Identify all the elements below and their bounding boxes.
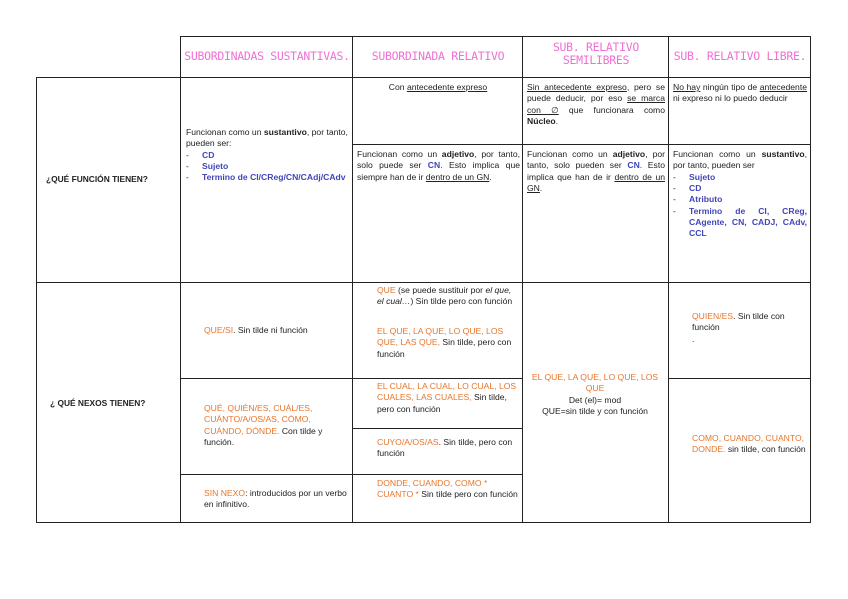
- text: sustantivo: [761, 149, 805, 159]
- text: Con: [388, 82, 407, 92]
- text: el que, el cual…: [377, 285, 512, 307]
- cell-funcion-libre-bottom: [673, 149, 807, 240]
- text: . Esto implica que han de ir: [527, 160, 665, 182]
- text: , por tanto, solo pueden ser: [527, 149, 665, 171]
- text: .: [692, 333, 695, 344]
- grid-line: [668, 378, 811, 379]
- grid-line: [810, 36, 811, 523]
- text: DONDE, CUANDO, COMO: [377, 478, 482, 488]
- list-item: - Sujeto: [186, 161, 350, 172]
- text: Funcionan como un: [186, 127, 264, 137]
- cell-nexos-sust-3: [204, 488, 350, 511]
- text: Funcionan como un: [673, 149, 762, 159]
- grid-line: [36, 77, 811, 78]
- text: CN: [627, 160, 640, 171]
- list-item: - Termino de CI/CReg/CN/CAdj/CAdv: [186, 172, 350, 183]
- text: sustantivo: [263, 127, 307, 137]
- text: ) Sin tilde pero con función: [410, 296, 513, 307]
- cell-funcion-sustantivas: [186, 127, 350, 184]
- grid-line: [352, 144, 811, 145]
- text: CN: [427, 160, 441, 171]
- text: dentro de un GN: [527, 171, 665, 194]
- cell-funcion-relativo-bottom: [357, 149, 520, 183]
- text: .: [539, 183, 543, 194]
- header-semilibres: SUB. RELATIVO SEMILIBRES: [552, 40, 640, 68]
- text: . Esto implica que siempre han de ir: [357, 160, 521, 182]
- text: Sin tilde pero con función: [421, 489, 518, 500]
- text: , pero se puede deducir, por eso: [527, 82, 665, 104]
- text: No hay: [673, 82, 701, 92]
- text: , por tanto, pueden ser: [673, 149, 807, 171]
- text: . Sin tilde con función: [692, 311, 785, 333]
- text: SIN NEXO: [204, 488, 246, 498]
- function-list: [186, 150, 350, 184]
- text: , por tanto, pueden ser:: [186, 127, 348, 149]
- row-header-funcion: ¿QUÉ FUNCIÓN TIENEN?: [46, 174, 148, 184]
- cell-funcion-libre-top: [673, 82, 807, 105]
- cell-nexos-sust-2: [204, 403, 350, 448]
- cell-nexos-libre-1: [692, 311, 808, 345]
- text: dentro de un GN: [425, 171, 490, 182]
- text: Sin tilde, pero con función: [377, 392, 507, 414]
- text: antecedente expreso: [406, 82, 488, 92]
- grid-line: [522, 36, 523, 523]
- text: Sin antecedente expreso: [527, 82, 627, 92]
- function-list: [673, 172, 807, 240]
- cell-funcion-semilibres-top: [527, 82, 665, 127]
- cell-nexos-sust-1: [204, 325, 350, 336]
- text: CUYO/A/OS/AS: [377, 437, 439, 447]
- text: EL QUE, LA QUE, LO QUE, LOS QUE: [531, 372, 659, 394]
- cell-nexos-rel-3: [377, 381, 520, 415]
- grid-line: [180, 36, 181, 523]
- text: Funcionan como un: [357, 149, 442, 159]
- text: .: [555, 116, 559, 127]
- text: Det (el)= mod: [568, 394, 622, 405]
- cell-funcion-semilibres-bottom: [527, 149, 665, 194]
- text: QUÉ, QUIÉN/ES, CUÁL/ES, CUÁNTO/A/OS/AS, CÓMO, CUÁNDO, DÓNDE.: [204, 403, 313, 436]
- cell-nexos-libre-2: [692, 433, 806, 456]
- text: adjetivo: [441, 149, 475, 159]
- text: , por tanto, solo puede ser: [357, 149, 520, 171]
- text: Funcionan como un: [527, 149, 613, 159]
- cell-nexos-rel-5: [377, 478, 520, 501]
- text: EL QUE, LA QUE, LO QUE, LOS QUE, LAS QUE,: [377, 326, 504, 348]
- grid-line: [180, 36, 811, 37]
- header-relativo: SUBORDINADA RELATIVO: [371, 49, 505, 63]
- text: ningún tipo de: [700, 82, 760, 92]
- text: * CUANTO *: [377, 478, 488, 500]
- text: Sin tilde, pero con función: [377, 337, 512, 359]
- text: Con tilde y función.: [204, 425, 323, 448]
- cell-nexos-rel-2: [377, 326, 520, 360]
- list-item: - Atributo: [673, 194, 807, 205]
- text: antecedente: [759, 82, 807, 92]
- text: QUE: [377, 285, 396, 295]
- cell-nexos-rel-4: [377, 437, 520, 460]
- text: QUE=sin tilde y con función: [542, 406, 648, 417]
- list-item: - CD: [186, 150, 350, 161]
- text: (se puede sustituir por: [395, 285, 486, 295]
- list-item: - CD: [673, 183, 807, 194]
- text: QUIEN/ES: [692, 311, 734, 321]
- text: ni expreso ni lo puedo deducir: [673, 93, 788, 104]
- grid-line: [668, 36, 669, 523]
- grid-line: [36, 77, 37, 523]
- text: adjetivo: [612, 149, 646, 159]
- text: . Sin tilde ni función: [233, 325, 308, 335]
- text: se marca con ∅: [527, 93, 665, 115]
- cell-nexos-semilibres: [528, 372, 662, 417]
- grid-line: [36, 282, 811, 283]
- grid-line: [36, 522, 811, 523]
- grid-line: [352, 428, 523, 429]
- list-item: - Sujeto: [673, 172, 807, 183]
- text: COMO, CUANDO, CUANTO, DONDE.: [692, 433, 805, 455]
- cell-nexos-rel-1: [377, 285, 520, 308]
- header-sustantivas: SUBORDINADAS SUSTANTIVAS.: [184, 49, 350, 63]
- text: EL CUAL, LA CUAL, LO CUAL, LOS CUALES, LAS CUALES,: [377, 381, 517, 403]
- text: que funcionara como: [558, 104, 665, 115]
- row-header-nexos: ¿ QUÉ NEXOS TIENEN?: [50, 398, 146, 408]
- list-item: - Termino de CI, CReg, CAgente, CN, CADJ, CAdv, CCL: [673, 206, 807, 240]
- text: . Sin tilde, pero con función: [377, 437, 513, 459]
- text: : introducidos por un verbo en infinitivo.: [204, 488, 347, 510]
- text: .: [489, 171, 492, 182]
- text: sin tilde, con función: [725, 444, 806, 455]
- header-libre: SUB. RELATIVO LIBRE.: [673, 49, 807, 63]
- text: QUE/SI: [204, 325, 234, 335]
- text: Núcleo: [527, 116, 556, 127]
- grid-line: [352, 36, 353, 523]
- cell-funcion-relativo-top: [354, 82, 522, 93]
